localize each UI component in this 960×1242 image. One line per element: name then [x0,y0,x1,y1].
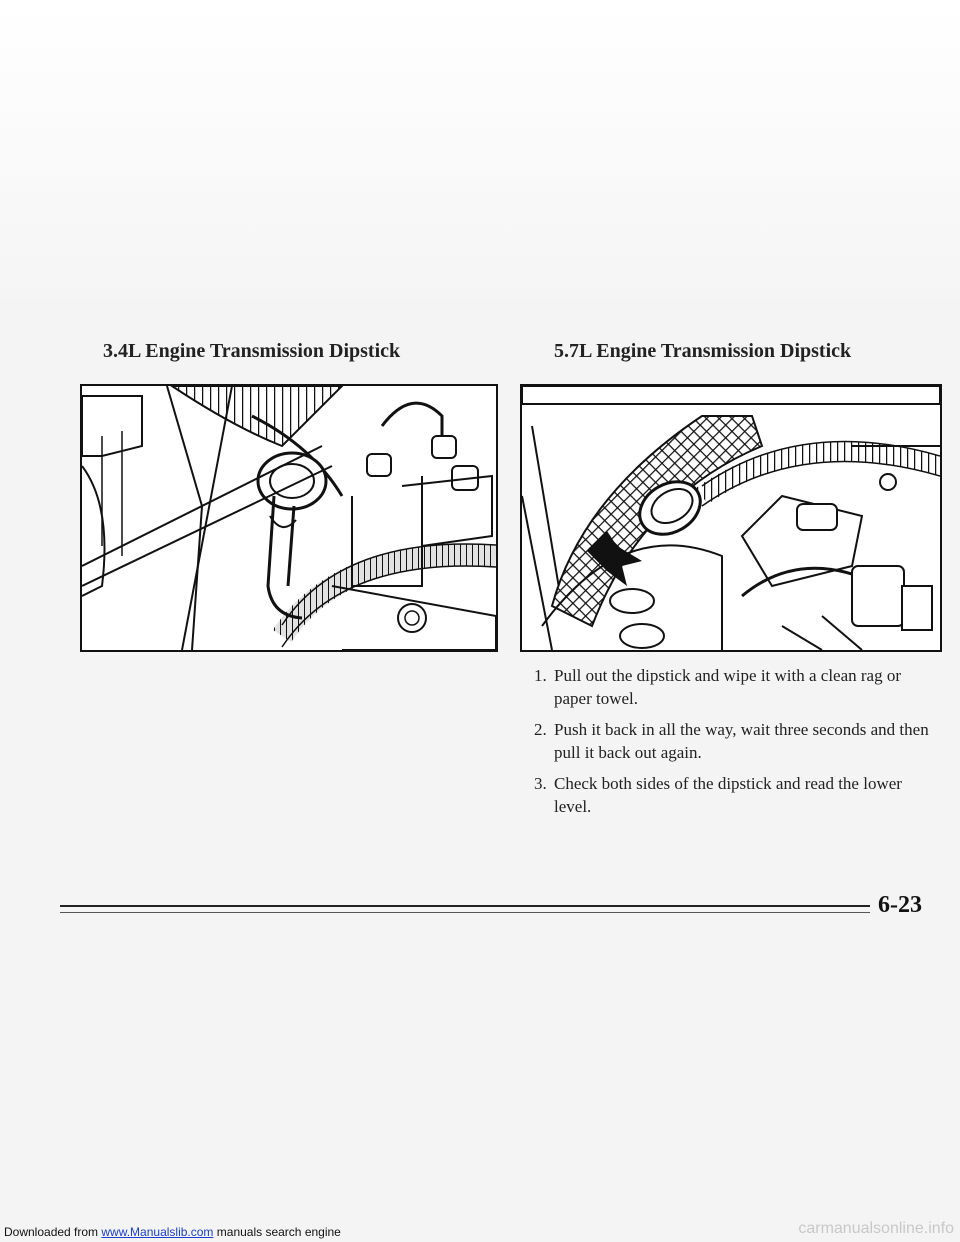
step-text: Check both sides of the dipstick and read the lower level. [554,774,902,816]
step-text: Pull out the dipstick and wipe it with a clean rag or paper towel. [554,666,902,708]
list-item [534,664,934,710]
dipstick-instructions-list [534,664,934,826]
list-item [534,772,934,818]
figure-caption-3-4l: 3.4L Engine Transmission Dipstick [103,340,401,362]
page-background [0,0,960,300]
footer-suffix: manuals search engine [213,1225,341,1239]
figure-caption-5-7l: 5.7L Engine Transmission Dipstick [554,340,852,362]
step-number: 2. [534,720,547,739]
footer-rule [60,905,894,907]
footer-prefix: Downloaded from [4,1225,102,1239]
step-text: Push it back in all the way, wait three seconds and then pull it back out again. [554,720,929,762]
manualslib-link[interactable]: www.Manualslib.com [101,1225,214,1239]
footer-rule-thin [60,912,894,913]
step-number: 3. [534,774,547,793]
page-number: 6-23 [870,892,922,919]
list-item [534,718,934,764]
engine-drawing-5-7l [522,386,940,650]
step-number: 1. [534,666,547,685]
download-footer [4,1225,341,1239]
engine-illustration-3-4l [80,384,498,652]
engine-illustration-5-7l [520,384,942,652]
watermark-text: carmanualsonline.info [798,1220,954,1237]
engine-drawing-3-4l [82,386,496,650]
